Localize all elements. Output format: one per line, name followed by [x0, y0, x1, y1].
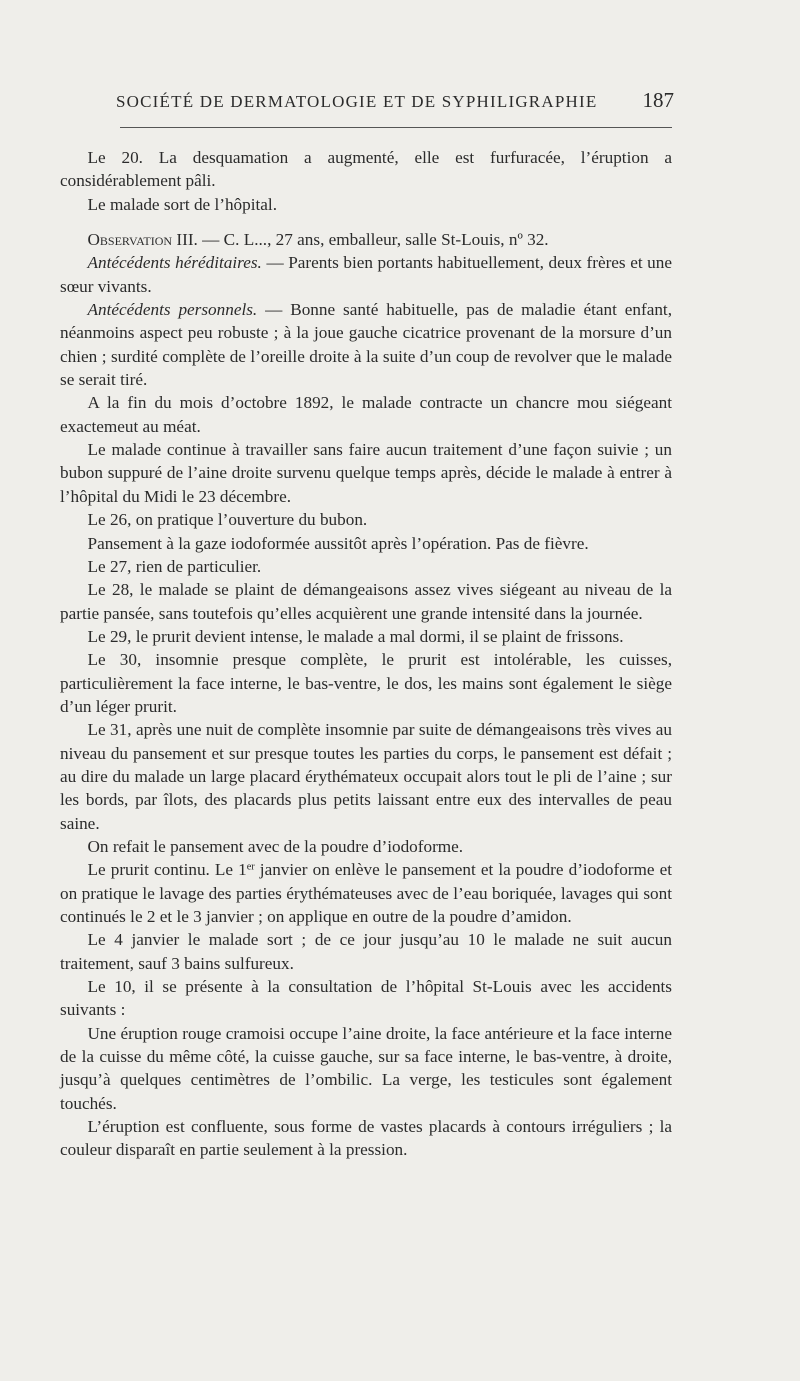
paragraph: Le malade sort de l’hôpital.	[87, 194, 277, 214]
paragraph: A la fin du mois d’octobre 1892, le malade contracte un chancre mou siégeant exactemeut au méat.	[60, 393, 672, 436]
paragraph: Une éruption rouge cramoisi occupe l’aine droite, la face antérieure et la face interne de la cuisse du même côté, la cuisse gauche, sur sa face interne, le bas-ventre, à droite, jusqu’à quelques centimètres de l’ombilic. La verge, les testicules sont également touchés.	[60, 1023, 672, 1113]
section-label: Antécédents héréditaires.	[87, 253, 262, 273]
running-header	[100, 88, 674, 120]
paragraph: Le 29, le prurit devient intense, le malade a mal dormi, il se plaint de frissons.	[87, 626, 624, 646]
paragraph: Le 10, il se présente à la consultation de l’hôpital St-Louis avec les accidents suivants :	[60, 977, 672, 1020]
body-text	[60, 146, 672, 1162]
paragraph: L’éruption est confluente, sous forme de vastes placards à contours irréguliers ; la couleur disparaît en partie seulement à la pression.	[60, 1117, 672, 1160]
section-text: — Parents bien portants habituellement, deux frères et une sœur vivants.	[60, 253, 672, 296]
paragraph: Le 26, on pratique l’ouverture du bubon.	[87, 510, 368, 530]
paragraph: Le 30, insomnie presque complète, le prurit est intolérable, les cuisses, particulièrement la face interne, le bas-ventre, le dos, les mains sont également le siège d’un léger prurit.	[60, 650, 672, 716]
paragraph: Le 4 janvier le malade sort ; de ce jour jusqu’au 10 le malade ne suit aucun traitement, sauf 3 bains sulfureux.	[60, 930, 672, 973]
section-label: Antécédents personnels.	[87, 300, 258, 320]
paragraph	[60, 298, 672, 391]
paragraph-part: janvier on enlève le pansement et la poudre d’iodoforme et on pratique le lavage des parties érythémateuses avec de l’eau boriquée, lavages qui sont continués le 2 et le 3 janvier ; on applique en outre de la poudre d’amidon.	[60, 860, 673, 926]
paragraph	[60, 858, 672, 928]
observation-text: III. — C. L..., 27 ans, emballeur, salle St-Louis, nº 32.	[172, 230, 549, 250]
paragraph: Le 27, rien de particulier.	[87, 556, 262, 576]
paragraph: Le 31, après une nuit de complète insomnie par suite de démangeaisons très vives au niveau du pansement et sur presque toutes les parties du corps, le pansement est défait ; au dire du malade un large placard érythémateux occupait alors tout le pli de l’aine ; sur les bords, par îlots, des placards plus petits laissant entre eux des intervalles de peau saine.	[60, 720, 672, 833]
page-number: 187	[642, 88, 674, 112]
journal-title: SOCIÉTÉ DE DERMATOLOGIE ET DE SYPHILIGRAPHIE	[116, 92, 598, 111]
paragraph-part: Le prurit continu. Le 1	[87, 860, 247, 880]
paragraph: Le 28, le malade se plaint de démangeaisons assez vives siégeant au niveau de la partie pansée, sans toutefois qu’elles acquièrent une grande intensité dans la journée.	[60, 580, 672, 623]
paragraph: Pansement à la gaze iodoformée aussitôt après l’opération. Pas de fièvre.	[87, 533, 589, 553]
paragraph: On refait le pansement avec de la poudre d’iodoforme.	[87, 836, 464, 856]
superscript: er	[246, 861, 255, 873]
observation-heading	[60, 228, 672, 251]
header-rule	[120, 127, 672, 128]
observation-label: Observation	[87, 230, 173, 250]
paragraph	[60, 251, 672, 298]
section-text: — Bonne santé habituelle, pas de maladie étant enfant, néanmoins aspect peu robuste ; à la joue gauche cicatrice provenant de la morsure d’un chien ; surdité complète de l’oreille droite à la suite d’un coup de revolver que le malade se serait tiré.	[60, 300, 672, 390]
paragraph: Le malade continue à travailler sans faire aucun traitement d’une façon suivie ; un bubon suppuré de l’aine droite survenu quelque temps après, décide le malade à entrer à l’hôpital du Midi le 23 décembre.	[60, 440, 672, 506]
paragraph: Le 20. La desquamation a augmenté, elle est furfuracée, l’éruption a considérablement pâli.	[60, 148, 672, 191]
